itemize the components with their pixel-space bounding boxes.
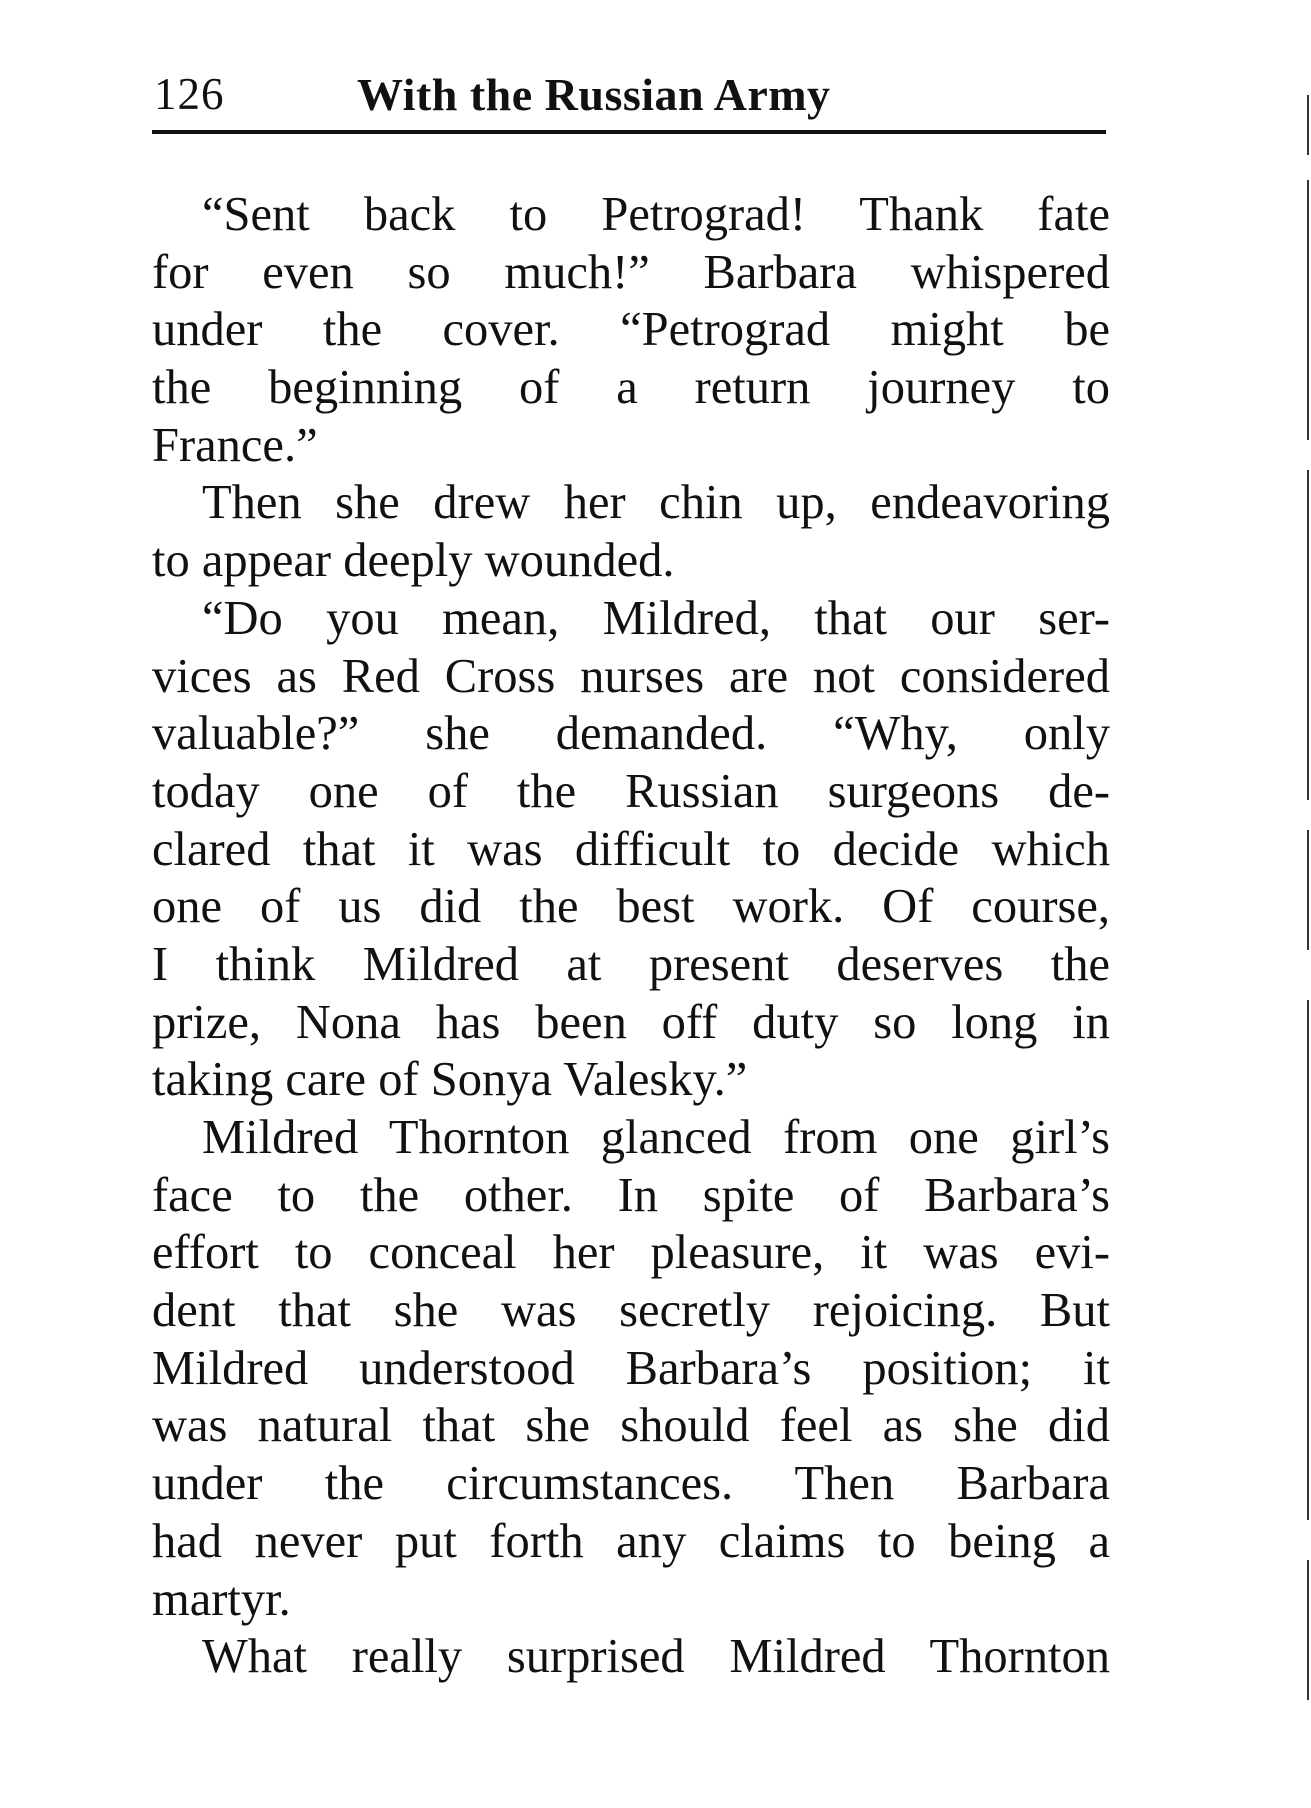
text-line: one of us did the best work. Of course, [152,880,1110,934]
text-line: valuable?” she demanded. “Why, only [152,707,1110,761]
text-line: the beginning of a return journey to [152,361,1110,415]
text-line: face to the other. In spite of Barbara’s [152,1168,1110,1222]
text-line: under the cover. “Petrograd might be [152,303,1110,357]
header-rule [152,130,1106,134]
text-line: martyr. [152,1572,291,1626]
running-header [152,66,1104,132]
text-line: I think Mildred at present deserves the [152,937,1110,991]
text-line: clared that it was difficult to decide which [152,822,1110,876]
text-line: taking care of Sonya Valesky.” [152,1053,748,1107]
scan-edge-mark [1307,1000,1309,1520]
scan-edge-mark [1307,95,1309,155]
text-line: Then she drew her chin up, endeavoring [202,476,1110,530]
text-line: Mildred Thornton glanced from one girl’s [202,1111,1110,1164]
text-line: had never put forth any claims to being a [152,1514,1110,1568]
scan-edge-mark [1307,830,1309,950]
scan-edge-mark [1307,1560,1309,1700]
body-text [152,186,1110,1686]
text-line: France.” [152,418,318,472]
text-line: vices as Red Cross nurses are not considered [152,649,1110,703]
scan-edge-marks [1303,0,1311,1808]
text-line: prize, Nona has been off duty so long in [152,995,1110,1049]
page-number: 126 [154,69,225,119]
scan-edge-mark [1307,470,1309,800]
text-line: “Sent back to Petrograd! Thank fate [202,188,1110,241]
running-title: With the Russian Army [357,69,831,120]
text-line: effort to conceal her pleasure, it was evi- [152,1226,1110,1280]
text-line: “Do you mean, Mildred, that our ser- [202,591,1110,645]
text-line: What really surprised Mildred Thornton [202,1630,1110,1684]
text-line: Mildred understood Barbara’s position; it [152,1341,1110,1395]
text-line: dent that she was secretly rejoicing. But [152,1284,1110,1338]
text-line: today one of the Russian surgeons de- [152,764,1110,818]
text-line: was natural that she should feel as she did [152,1399,1110,1453]
text-line: under the circumstances. Then Barbara [152,1457,1110,1511]
text-line: for even so much!” Barbara whispered [152,245,1110,299]
scan-edge-mark [1307,180,1309,440]
text-line: to appear deeply wounded. [152,534,675,588]
